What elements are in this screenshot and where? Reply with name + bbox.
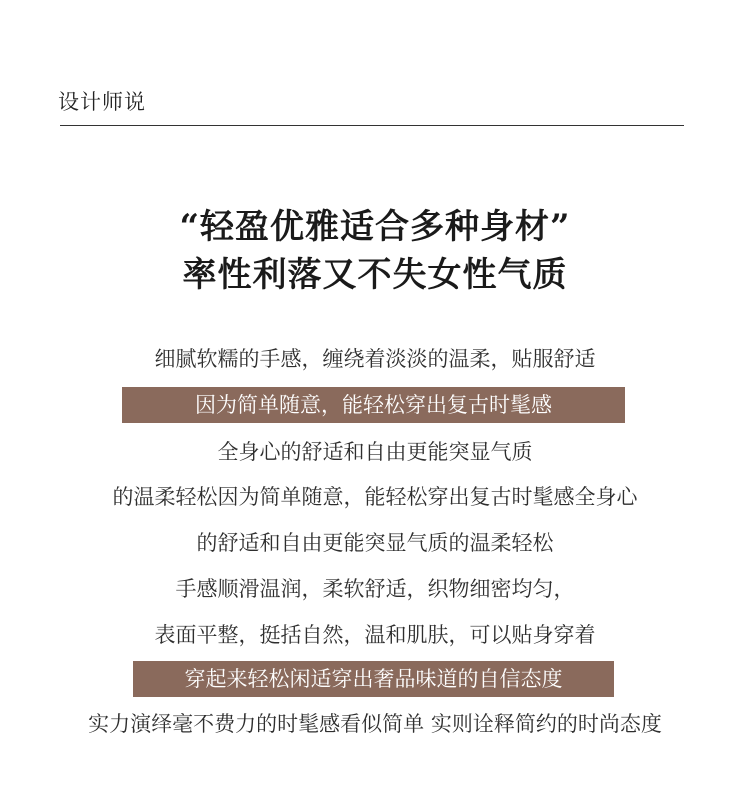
body-line-6: 手感顺滑温润，柔软舒适，织物细密均匀， <box>175 577 575 601</box>
headline-line-1: “轻盈优雅适合多种身材” <box>179 207 571 247</box>
section-divider <box>60 125 684 126</box>
body-line-3: 全身心的舒适和自由更能突显气质 <box>217 440 533 464</box>
body-line-7: 表面平整，挺括自然，温和肌肤，可以贴身穿着 <box>154 623 596 647</box>
highlight-text-1: 因为简单随意，能轻松穿出复古时髦感 <box>195 393 552 417</box>
headline-line-2: 率性利落又不失女性气质 <box>182 255 568 295</box>
highlight-band-2 <box>133 661 614 697</box>
body-line-5: 的舒适和自由更能突显气质的温柔轻松 <box>196 531 554 555</box>
body-line-9: 实力演绎毫不费力的时髦感看似简单 实则诠释简约的时尚态度 <box>88 712 662 736</box>
body-line-1: 细腻软糯的手感，缠绕着淡淡的温柔，贴服舒适 <box>154 347 596 371</box>
section-title: 设计师说 <box>58 90 146 114</box>
body-line-4: 的温柔轻松因为简单随意，能轻松穿出复古时髦感全身心 <box>112 485 638 509</box>
highlight-band-1 <box>122 387 625 423</box>
highlight-text-2: 穿起来轻松闲适穿出奢品味道的自信态度 <box>184 667 563 691</box>
